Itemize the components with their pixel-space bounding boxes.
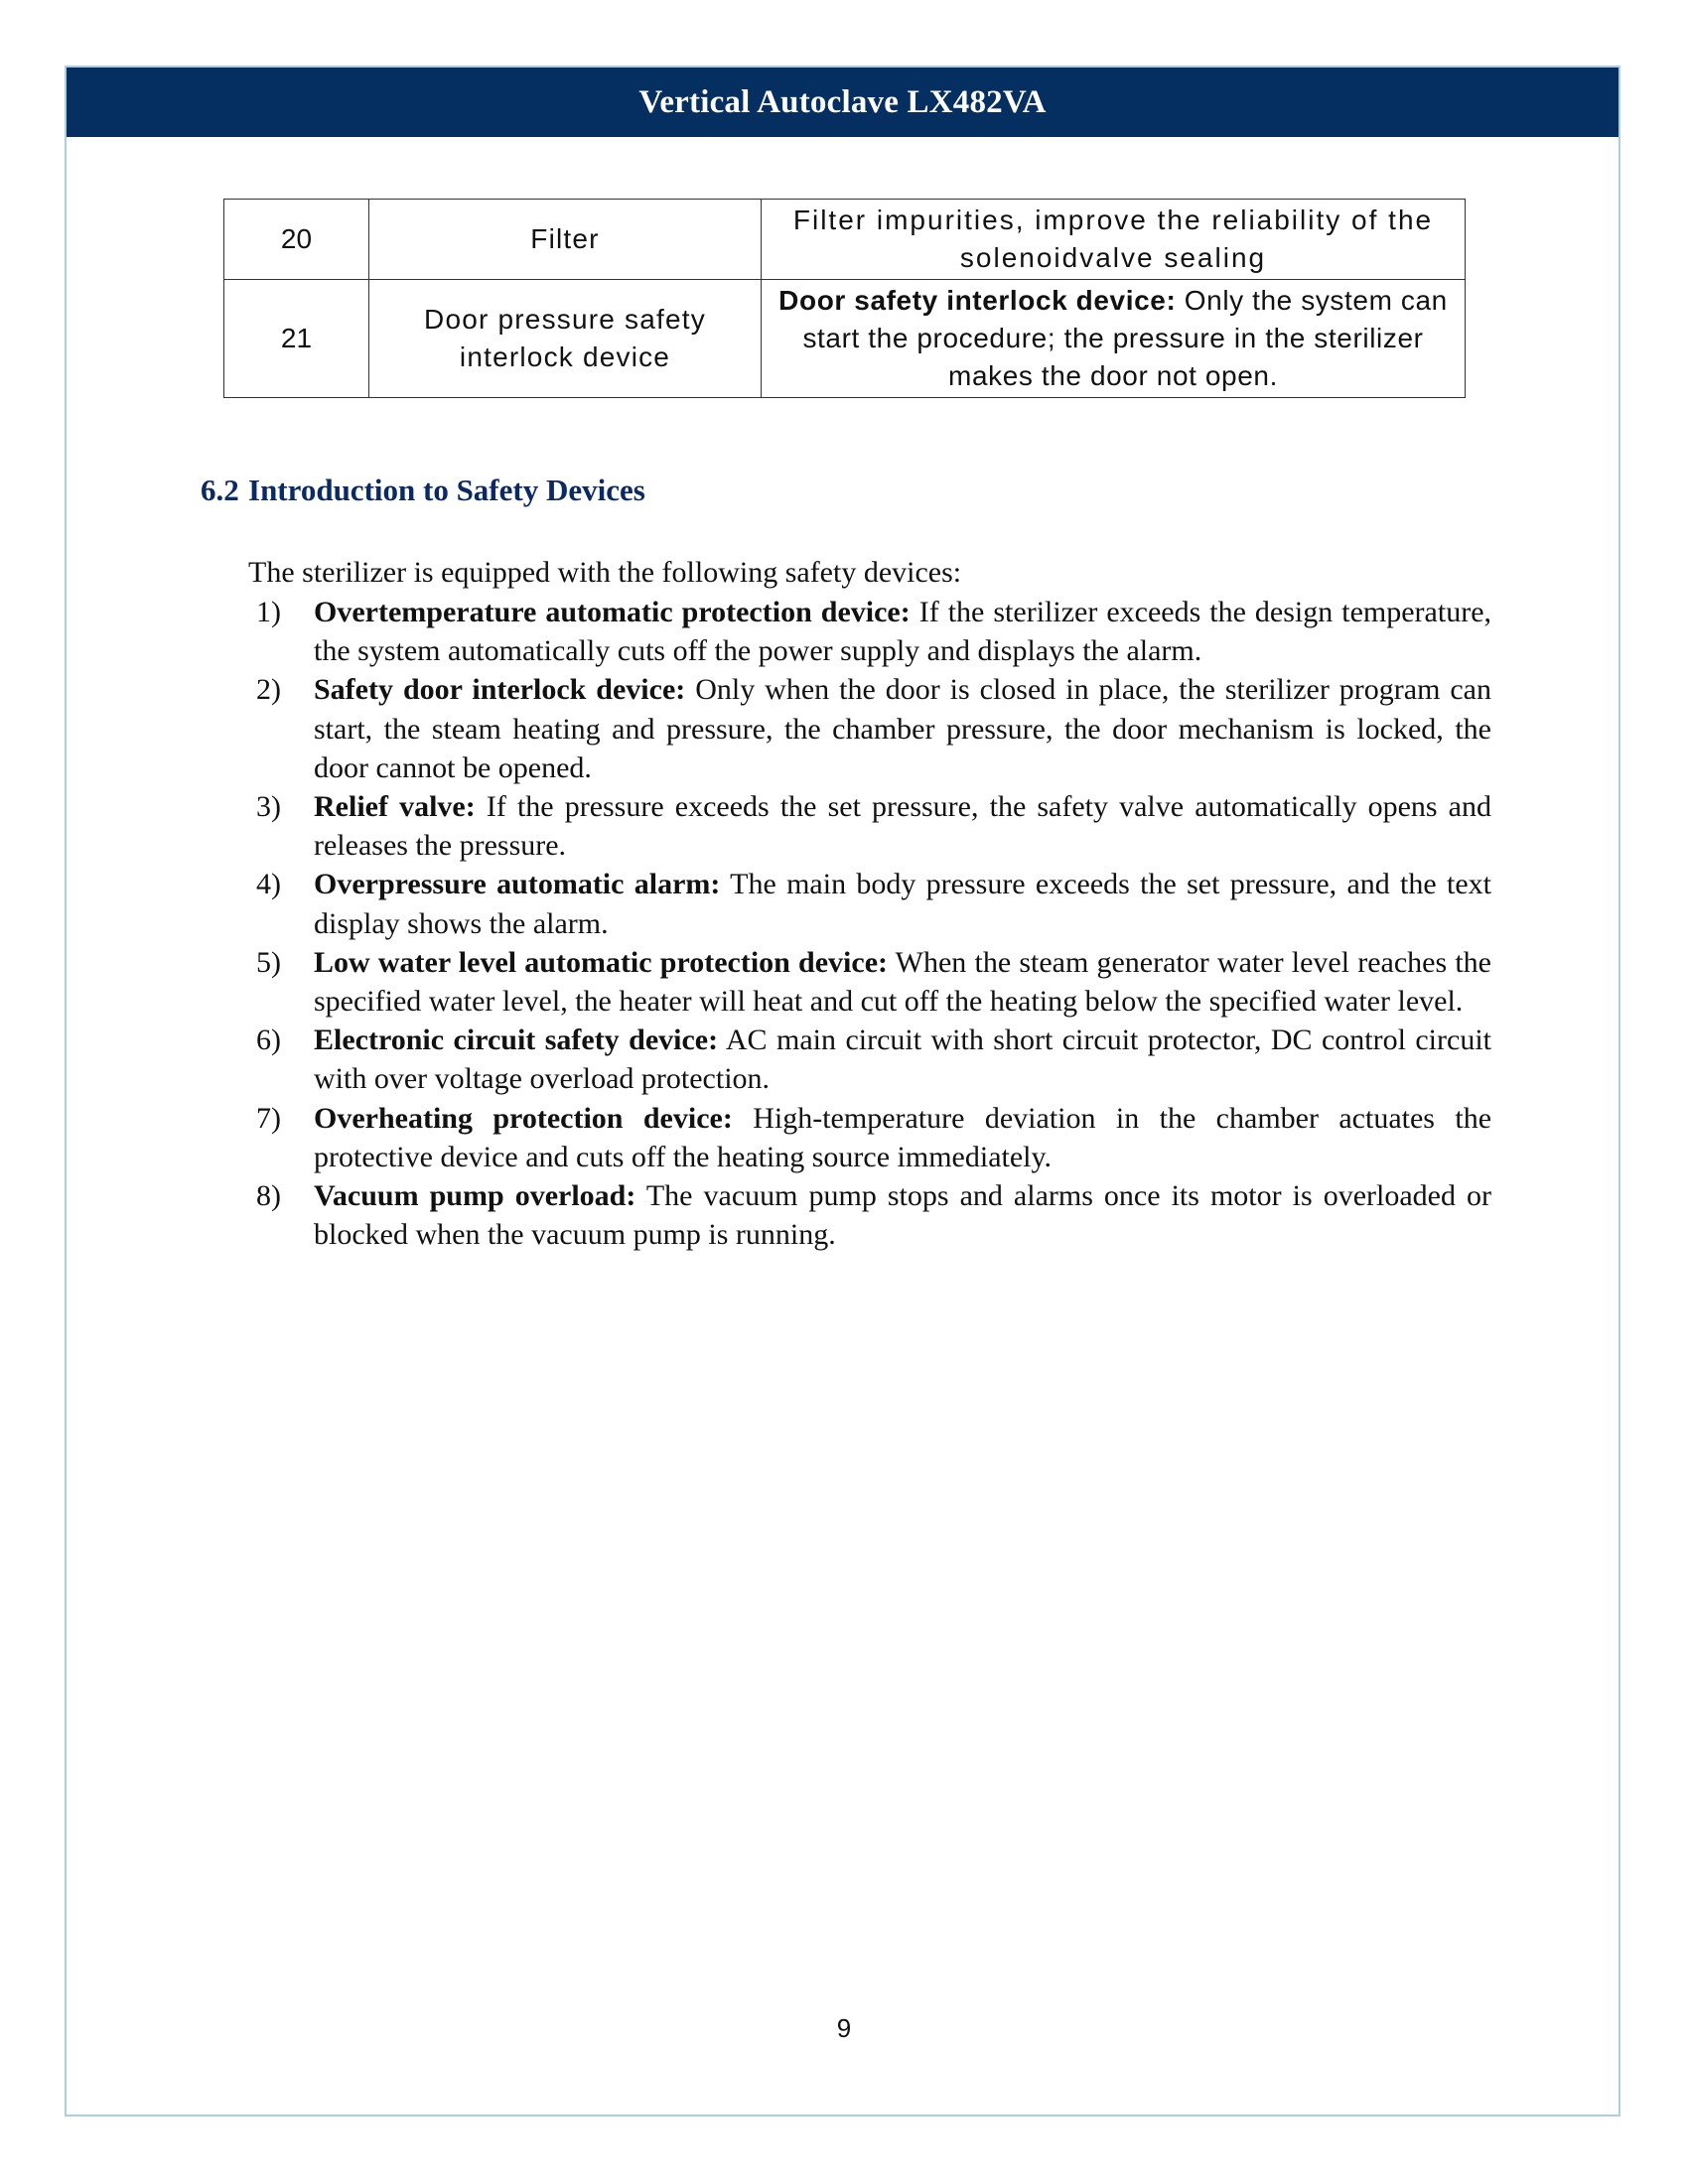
list-item-lead: Low water level automatic protection device: [314,945,889,979]
component-description [762,200,1466,280]
list-item-text: If the pressure exceeds the set pressure, the safety valve automatically opens and releases the pressure. [314,790,1491,863]
list-item-lead: Overheating protection device: [314,1101,733,1135]
list-item [248,787,1491,865]
component-number: 21 [224,280,369,398]
list-item-text: When the steam generator water level reaches the specified water level, the heater will heat and cut off the heating below the specified water level. [314,945,1491,1019]
component-name: Door pressure safety interlock device [369,280,762,398]
table-row [224,200,1466,280]
list-item-text: Only when the door is closed in place, the sterilizer program can start, the steam heating and pressure, the chamber pressure, the door mechanism is locked, the door cannot be opened. [314,673,1492,784]
component-name: Filter [369,200,762,280]
list-item [248,1176,1491,1254]
list-item [248,1021,1491,1098]
list-item-marker: 4) [256,868,281,901]
table-row [224,280,1466,398]
list-item-marker: 6) [256,1024,281,1057]
list-item-marker: 8) [256,1179,281,1213]
section-title: Introduction to Safety Devices [248,473,645,507]
components-table [223,199,1466,398]
component-number: 20 [224,200,369,280]
list-item-text: The main body pressure exceeds the set pressure, and the text display shows the alarm. [314,868,1491,940]
list-item-lead: Safety door interlock device: [314,673,686,707]
list-item-lead: Electronic circuit safety device: [314,1024,719,1057]
list-item-lead: Overpressure automatic alarm: [314,868,721,901]
list-item-text: The vacuum pump stops and alarms once its motor is overloaded or blocked when the vacuum pump is running. [314,1179,1491,1252]
component-description-text: Filter impurities, improve the reliability of the solenoidvalve sealing [792,205,1434,273]
section-intro: The sterilizer is equipped with the following safety devices: [248,556,962,589]
list-item-text: If the sterilizer exceeds the design temperature, the system automatically cuts off the power supply and displays the alarm. [314,596,1492,668]
component-description-text: Only the system can start the procedure; the pressure in the sterilizer makes the door not open. [802,285,1448,391]
list-item [248,1099,1491,1176]
section-number: 6.2 [201,473,239,507]
component-description [762,280,1466,398]
list-item-marker: 7) [256,1101,281,1135]
list-item-lead: Relief valve: [314,790,476,824]
list-item [248,593,1491,670]
component-description-lead: Door safety interlock device: [778,285,1177,316]
section-heading [201,473,645,508]
list-item-lead: Overtemperature automatic protection device: [314,596,911,628]
list-item-lead: Vacuum pump overload: [314,1179,636,1213]
list-item [248,943,1491,1021]
document-header: Vertical Autoclave LX482VA [67,68,1618,137]
list-item-marker: 2) [256,673,281,707]
page-number: 9 [836,2013,852,2043]
list-item-marker: 5) [256,945,281,979]
safety-devices-list [248,593,1491,1254]
list-item-marker: 3) [256,790,281,824]
list-item-marker: 1) [256,596,281,628]
list-item [248,865,1491,942]
list-item-text: High-temperature deviation in the chamber actuates the protective device and cuts off the heating source immediately. [314,1101,1492,1173]
list-item [248,670,1491,787]
list-item-text: AC main circuit with short circuit protector, DC control circuit with over voltage overload protection. [314,1024,1491,1096]
